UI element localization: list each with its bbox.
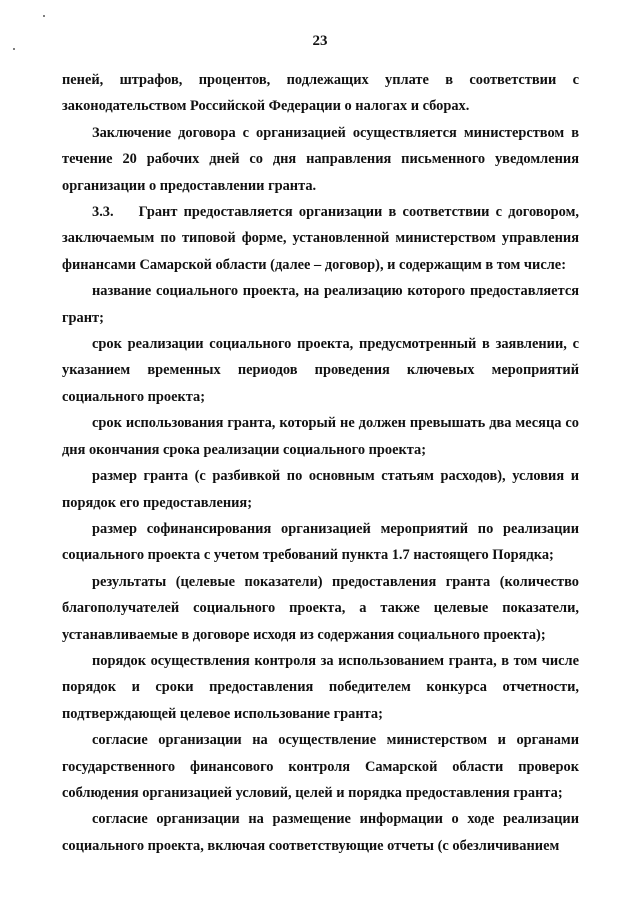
document-body <box>62 67 579 859</box>
paragraph: Заключение договора с организацией осуществляется министерством в течение 20 рабочих дней со дня направления письменного уведомления организации о предоставлении гранта. <box>62 124 579 194</box>
list-item: порядок осуществления контроля за использованием гранта, в том числе порядок и сроки предоставления победителем конкурса отчетности, подтверждающей целевое использование гранта; <box>62 652 579 722</box>
page-number: 23 <box>312 33 328 49</box>
list-item: срок использования гранта, который не должен превышать два месяца со дня окончания срока реализации социального проекта; <box>62 415 579 458</box>
scan-speck <box>43 15 45 17</box>
list-item: согласие организации на осуществление министерством и органами государственного финансового контроля Самарской области проверок соблюдения организацией условий, целей и порядка предоставления гранта; <box>62 732 579 801</box>
list-item: результаты (целевые показатели) предоставления гранта (количество благополучателей социального проекта, а также целевые показатели, устанавливаемые в договоре исходя из содержания социального проекта); <box>62 573 579 643</box>
list-item: размер гранта (с разбивкой по основным статьям расходов), условия и порядок его предоставления; <box>62 468 579 511</box>
list-item: размер софинансирования организацией мероприятий по реализации социального проекта с учетом требований пункта 1.7 настоящего Порядка; <box>62 520 579 564</box>
list-item: согласие организации на размещение информации о ходе реализации социального проекта, включая соответствующие отчеты (с обезличиванием <box>62 811 579 854</box>
paragraph: 3.3. Грант предоставляется организации в соответствии с договором, заключаемым по типовой форме, установленной министерством управления финансами Самарской области (далее – договор), и содержащим в том числе: <box>62 204 579 273</box>
list-item: название социального проекта, на реализацию которого предоставляется грант; <box>62 283 579 326</box>
paragraph: пеней, штрафов, процентов, подлежащих уплате в соответствии с законодательством Российской Федерации о налогах и сборах. <box>62 72 579 115</box>
list-item: срок реализации социального проекта, предусмотренный в заявлении, с указанием временных периодов проведения ключевых мероприятий социального проекта; <box>62 336 579 405</box>
